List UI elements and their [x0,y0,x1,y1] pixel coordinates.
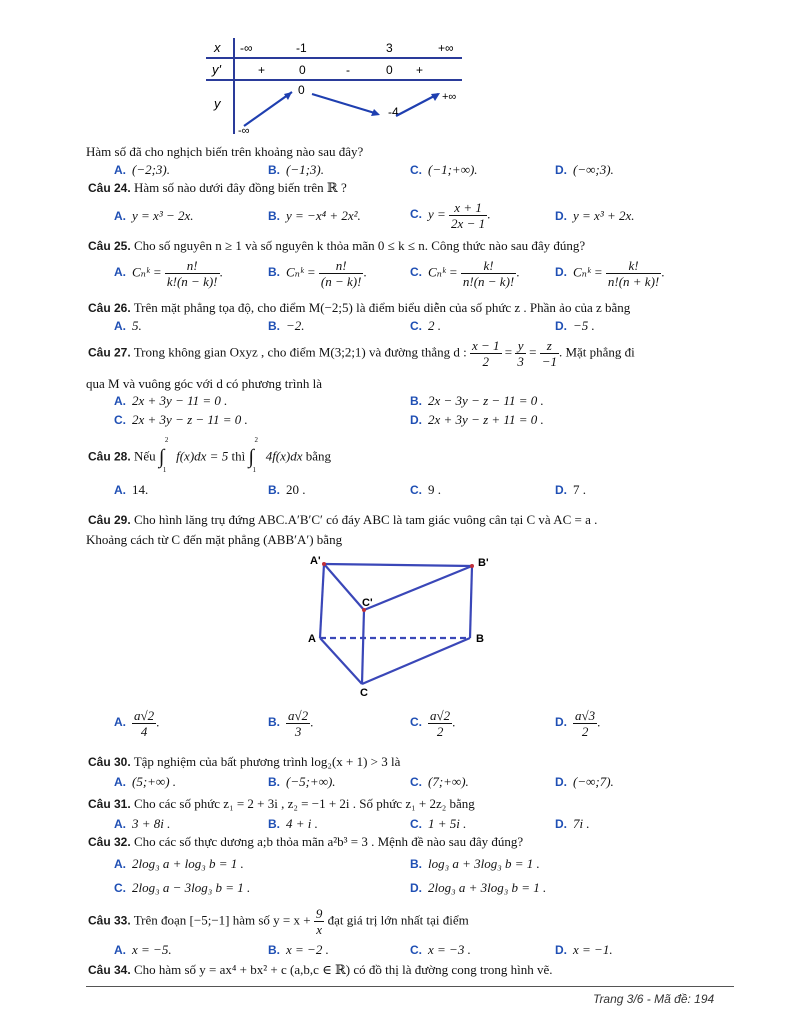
y-val-0: -∞ [238,125,250,137]
q23-option-b[interactable]: B. (−1;3). [268,162,325,177]
q31-stem: Câu 31. Cho các số phức z₁ = 2 + 3i , z₂ = −1 + 2i . Số phức z₁ + 2z₂ bằng [88,796,475,811]
variation-table [200,34,470,140]
q23-stem: Hàm số đã cho nghịch biến trên khoảng nào sau đây? [86,144,364,159]
x-val-3: +∞ [438,41,454,55]
q30-stem: Câu 30. Tập nghiệm của bất phương trình log₂(x + 1) > 3 là [88,754,401,769]
q26-option-d[interactable]: D. −5 . [555,318,595,333]
increase-arrow-1 [244,92,292,126]
q28-option-b[interactable]: B. 20 . [268,482,306,497]
q25-stem: Câu 25. Cho số nguyên n ≥ 1 và số nguyên k thỏa mãn 0 ≤ k ≤ n. Công thức nào sau đây đúng? [88,238,586,253]
integral-sign-1: ∫ 2 1 [158,436,169,474]
q33-option-d[interactable]: D. x = −1. [555,942,613,957]
q33-stem: Câu 33. Trên đoạn [−5;−1] hàm số y = x + $\frac{9}{x}$ đạt giá trị lớn nhất tại điểm [88,906,469,937]
q33-option-b[interactable]: B. x = −2 . [268,942,329,957]
q25-option-d[interactable]: D. Cₙᵏ = $\frac{k!}{n!(n + k)!}$ . [555,258,665,289]
q27-option-c[interactable]: C. 2x + 3y − z − 11 = 0 . [114,412,248,427]
q32-option-b[interactable]: B. log₃ a + 3log₃ b = 1 . [410,856,540,871]
yp-val-2: - [346,63,350,77]
y-val-1: 0 [298,83,305,97]
q26-option-c[interactable]: C. 2 . [410,318,441,333]
q25-option-c[interactable]: C. Cₙᵏ = $\frac{k!}{n!(n - k)!}$ . [410,258,520,289]
q24-stem: Câu 24. Hàm số nào dưới đây đồng biến trên ℝ ? [88,180,347,195]
q29-stem: Câu 29. Cho hình lăng trụ đứng ABC.A′B′C′ có đáy ABC là tam giác vuông cân tại C và AC = a . [88,512,598,527]
y-val-2: -4 [388,105,399,119]
q28-option-c[interactable]: C. 9 . [410,482,441,497]
q32-option-a[interactable]: A. 2log₃ a + log₃ b = 1 . [114,856,244,871]
q27-stem: Câu 27. Trong không gian Oxyz , cho điểm M(3;2;1) và đường thẳng d : $\frac{x - 1}{2}$ = $\frac{y}{3}$ = $\frac{z}{-1}$ . Mặt phẳng đi [88,338,635,369]
q25-option-b[interactable]: B. Cₙᵏ = $\frac{n!}{(n - k)!}$ . [268,258,367,289]
label-c: C [360,687,368,699]
label-c1: C' [362,597,373,609]
label-b1: B' [478,557,489,569]
q26-option-a[interactable]: A. 5. [114,318,142,333]
label-b: B [476,633,484,645]
label-a: A [308,633,316,645]
q27-stem-line2: qua M và vuông góc với d có phương trình là [86,376,322,391]
y-val-3: +∞ [442,91,457,103]
q24-option-a[interactable]: A. y = x³ − 2x. [114,208,194,223]
q24-option-c[interactable]: C. y = $\frac{x + 1}{2x - 1}$ . [410,200,491,231]
footer-rule [86,986,734,987]
yp-val-0: + [258,63,266,77]
integral-sign-2: ∫ 2 1 [248,436,258,474]
x-val-0: -∞ [240,41,253,55]
q30-option-a[interactable]: A. (5;+∞) . [114,774,177,789]
q23-option-c[interactable]: C. (−1;+∞). [410,162,478,177]
q32-option-c[interactable]: C. 2log₃ a − 3log₃ b = 1 . [114,880,251,895]
yp-val-1: 0 [299,63,306,77]
q29-option-c[interactable]: C. $\frac{a√2}{2}$ . [410,708,456,739]
q31-option-c[interactable]: C. 1 + 5i . [410,816,467,831]
q27-option-d[interactable]: D. 2x + 3y − z + 11 = 0 . [410,412,544,427]
yp-val-3: 0 [386,63,393,77]
q26-stem: Câu 26. Trên mặt phẳng tọa độ, cho điểm M(−2;5) là điểm biểu diễn của số phức z . Phần ảo của z bằng [88,300,631,315]
q24-option-b[interactable]: B. y = −x⁴ + 2x². [268,208,361,223]
q33-option-a[interactable]: A. x = −5. [114,942,172,957]
q30-option-d[interactable]: D. (−∞;7). [555,774,614,789]
x-val-1: -1 [296,41,307,55]
q27-option-a[interactable]: A. 2x + 3y − 11 = 0 . [114,393,228,408]
x-label: x [214,40,221,55]
q26-option-b[interactable]: B. −2. [268,318,305,333]
q31-option-b[interactable]: B. 4 + i . [268,816,318,831]
q30-option-c[interactable]: C. (7;+∞). [410,774,469,789]
q29-option-b[interactable]: B. $\frac{a√2}{3}$ . [268,708,314,739]
q34-stem: Câu 34. Cho hàm số y = ax⁴ + bx² + c (a,b,c ∈ ℝ) có đồ thị là đường cong trong hình vẽ. [88,962,553,977]
q31-option-d[interactable]: D. 7i . [555,816,590,831]
q28-option-d[interactable]: D. 7 . [555,482,586,497]
x-val-2: 3 [386,41,393,55]
increase-arrow-2 [396,94,438,116]
decrease-arrow [312,94,378,114]
q33-option-c[interactable]: C. x = −3 . [410,942,471,957]
q29-stem-line2: Khoảng cách từ C đến mặt phẳng (ABB′A′) bằng [86,532,343,547]
q28-option-a[interactable]: A. 14. [114,482,149,497]
q32-option-d[interactable]: D. 2log₃ a + 3log₃ b = 1 . [410,880,547,895]
q31-option-a[interactable]: A. 3 + 8i . [114,816,171,831]
q29-option-a[interactable]: A. $\frac{a√2}{4}$ . [114,708,160,739]
prism-figure [296,552,506,700]
yp-label: y' [212,62,221,77]
y-label: y [214,96,221,111]
q30-option-b[interactable]: B. (−5;+∞). [268,774,336,789]
q32-stem: Câu 32. Cho các số thực dương a;b thỏa mãn a²b³ = 3 . Mệnh đề nào sau đây đúng? [88,834,524,849]
q28-stem: Câu 28. Nếu ∫ 2 1 f(x)dx = 5 thì ∫ 2 1 4f(x)dx bằng [88,436,332,474]
yp-val-4: + [416,63,424,77]
page-footer: Trang 3/6 - Mã đề: 194 [593,992,715,1006]
label-a1: A' [310,555,321,567]
q24-option-d[interactable]: D. y = x³ + 2x. [555,208,635,223]
q23-option-a[interactable]: A. (−2;3). [114,162,171,177]
q23-option-d[interactable]: D. (−∞;3). [555,162,614,177]
q29-option-d[interactable]: D. $\frac{a√3}{2}$ . [555,708,601,739]
q27-option-b[interactable]: B. 2x − 3y − z − 11 = 0 . [410,393,544,408]
q25-option-a[interactable]: A. Cₙᵏ = $\frac{n!}{k!(n - k)!}$ . [114,258,223,289]
